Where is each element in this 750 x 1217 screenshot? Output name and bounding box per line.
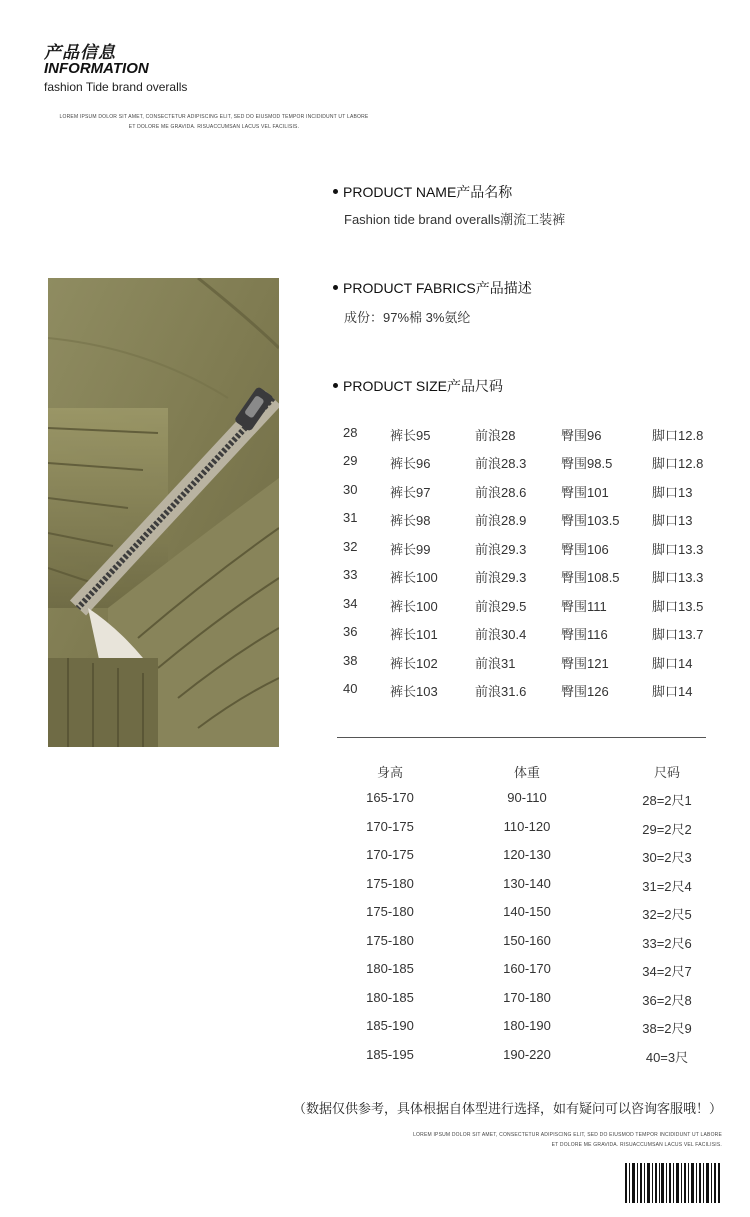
size-row: 38 裤长102 前浪31 臀围121 脚口14 [343, 653, 693, 671]
section-title-cn: 产品信息 [44, 43, 116, 63]
header-filler-text: LOREM IPSUM DOLOR SIT AMET, CONSECTETUR ADIPISCING ELIT, SED DO EIUSMOD TEMPOR INCIDIDUNT UT LABORE ET DOLORE ME GRAVIDA. RISUACCUMSAN LACUS VEL FACILISIS. [59, 114, 369, 130]
product-fabrics-value: 成份：97%棉 3%氨纶 [344, 310, 471, 325]
fit-table-row: 170-175 120-130 30=2尺3 [366, 847, 692, 865]
product-size-heading: PRODUCT SIZE产品尺码 [333, 376, 503, 396]
disclaimer-note: （数据仅供参考，具体根据自体型进行选择，如有疑问可以咨询客服哦！） [292, 1102, 722, 1117]
size-row: 29 裤长96 前浪28.3 臀围98.5 脚口12.8 [343, 453, 704, 471]
size-row: 32 裤长99 前浪29.3 臀围106 脚口13.3 [343, 539, 704, 557]
size-row: 36 裤长101 前浪30.4 臀围116 脚口13.7 [343, 624, 704, 642]
fit-table-row: 185-190 180-190 38=2尺9 [366, 1018, 692, 1036]
size-row: 31 裤长98 前浪28.9 臀围103.5 脚口13 [343, 510, 693, 528]
product-fabrics-heading: PRODUCT FABRICS产品描述 [333, 278, 532, 298]
size-row: 40 裤长103 前浪31.6 臀围126 脚口14 [343, 681, 693, 699]
product-name-heading: PRODUCT NAME产品名称 [333, 182, 512, 202]
size-row: 34 裤长100 前浪29.5 臀围111 脚口13.5 [343, 596, 704, 614]
size-row: 33 裤长100 前浪29.3 臀围108.5 脚口13.3 [343, 567, 704, 585]
barcode-icon [625, 1163, 720, 1203]
section-title-en: INFORMATION [44, 60, 149, 77]
footer-filler-text: LOREM IPSUM DOLOR SIT AMET, CONSECTETUR ADIPISCING ELIT, SED DO EIUSMOD TEMPOR INCIDIDUNT UT LABORE ET DOLORE ME GRAVIDA. RISUACCUMSAN LACUS VEL FACILISIS. [413, 1132, 722, 1148]
size-row: 30 裤长97 前浪28.6 臀围101 脚口13 [343, 482, 693, 500]
fit-table-row: 175-180 130-140 31=2尺4 [366, 876, 692, 894]
bullet-dot-icon [333, 383, 338, 388]
fit-table-row: 175-180 150-160 33=2尺6 [366, 933, 692, 951]
divider [337, 737, 706, 738]
size-row: 28 裤长95 前浪28 臀围96 脚口12.8 [343, 425, 704, 443]
fit-table-row: 180-185 170-180 36=2尺8 [366, 990, 692, 1008]
fit-table-row: 170-175 110-120 29=2尺2 [366, 819, 692, 837]
product-detail-photo [48, 278, 279, 747]
fit-table-row: 185-195 190-220 40=3尺 [366, 1047, 689, 1065]
fit-table-row: 175-180 140-150 32=2尺5 [366, 904, 692, 922]
fit-table-row: 165-170 90-110 28=2尺1 [366, 790, 692, 808]
section-subtitle: fashion Tide brand overalls [44, 80, 188, 94]
bullet-dot-icon [333, 189, 338, 194]
fit-table-header: 身高 体重 尺码 [376, 765, 680, 780]
zipper-photo [48, 278, 279, 747]
fit-table-row: 180-185 160-170 34=2尺7 [366, 961, 692, 979]
bullet-dot-icon [333, 285, 338, 290]
product-name-value: Fashion tide brand overalls潮流工装裤 [344, 212, 566, 227]
